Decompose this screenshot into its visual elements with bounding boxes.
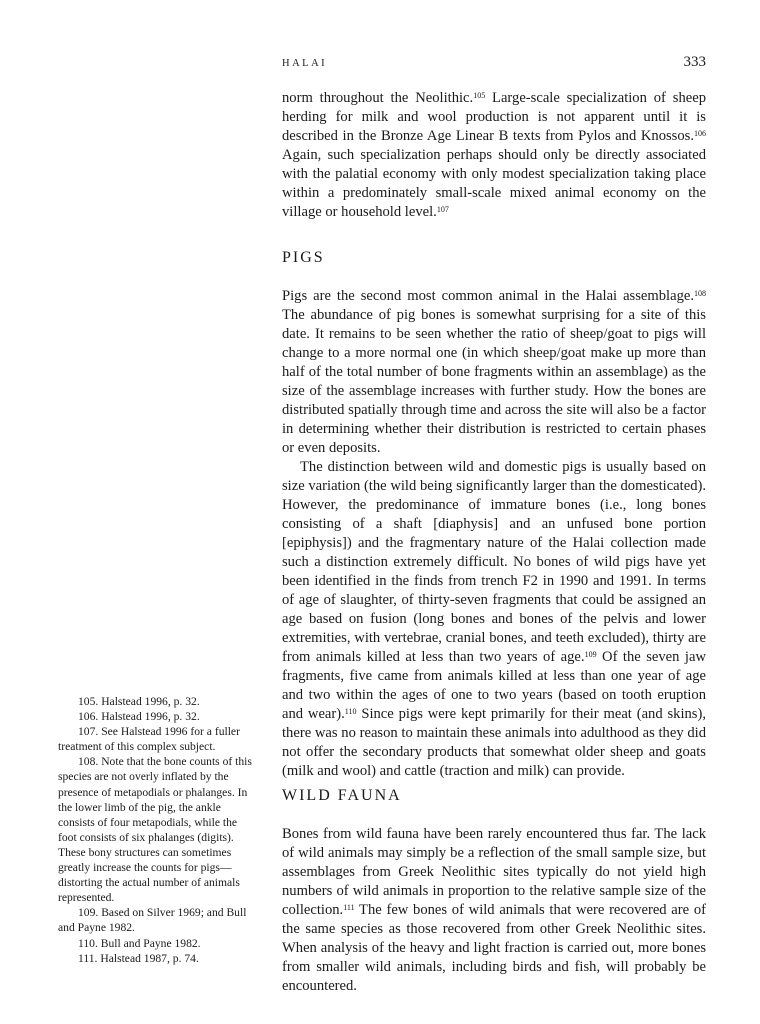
running-head bbox=[282, 54, 706, 72]
footnote-ref-107[interactable]: 107 bbox=[436, 204, 449, 214]
page-number: 333 bbox=[683, 54, 706, 70]
footnote-ref-110[interactable]: 110 bbox=[344, 706, 357, 716]
section-heading-pigs: PIGS bbox=[282, 249, 325, 266]
wild-fauna-paragraph: Bones from wild fauna have been rarely encountered thus far. The lack of wild animals may simply be a reflection of the small sample size, but assemblages from Greek Neolithic sites typically do not yield high numbers of wild animals in proportion to the relative sample size of the collection.$^{111}$ The few bones of wild animals that were recovered are of the same species as those recovered from other Greek Neolithic sites. When analysis of the heavy and light fraction is carried out, more bones from smaller wild animals, including birds and fish, will probably be encountered. bbox=[282, 826, 706, 994]
footnote-ref-106[interactable]: 106 bbox=[694, 128, 706, 138]
footnotes bbox=[58, 694, 256, 966]
footnote-ref-111[interactable]: 111 bbox=[343, 902, 355, 912]
pigs-section-body bbox=[282, 287, 706, 781]
pigs-paragraph-1: Pigs are the second most common animal in the Halai assemblage.$^{108}$ The abundance of pig bones is somewhat surprising for a site of this date. It remains to be seen whether the ratio of sheep/goat to pigs will change to a more normal one (in which sheep/goat make up more than half of the total number of bone fragments within an assemblage) as the size of the assemblage increases with further study. How the bones are distributed spatially through time and across the site will also be a factor in determining whether their distribution is restricted to certain phases or even deposits. bbox=[282, 288, 706, 456]
footnote-110: 110. Bull and Payne 1982. bbox=[78, 936, 201, 950]
footnote-109: 109. Based on Silver 1969; and Bull and Payne 1982. bbox=[58, 906, 247, 935]
continuation-block bbox=[282, 89, 706, 222]
footnote-111: 111. Halstead 1987, p. 74. bbox=[78, 951, 199, 965]
wild-fauna-section-body bbox=[282, 825, 706, 996]
footnote-108: 108. Note that the bone counts of this species are not overly inflated by the presence of metapodials or phalanges. In the lower limb of the pig, the ankle consists of four metapodials, while the foot consists of six phalanges (digits). These bony structures can sometimes greatly increase the counts for pigs—distorting the actual number of animals represented. bbox=[58, 755, 252, 905]
footnote-ref-108[interactable]: 108 bbox=[694, 288, 706, 298]
footnote-105: 105. Halstead 1996, p. 32. bbox=[78, 695, 200, 708]
footnote-107: 107. See Halstead 1996 for a fuller treatment of this complex subject. bbox=[58, 725, 240, 754]
footnote-ref-105[interactable]: 105 bbox=[473, 90, 486, 100]
section-heading-wild-fauna: WILD FAUNA bbox=[282, 787, 402, 804]
footnote-ref-109[interactable]: 109 bbox=[584, 649, 597, 659]
footnote-106: 106. Halstead 1996, p. 32. bbox=[78, 710, 200, 724]
continuation-paragraph: norm throughout the Neolithic.$^{105}$ Large-scale specialization of sheep herding for milk and wool production is not apparent until it is described in the Bronze Age Linear B texts from Pylos and Knossos.$^{106}$ Again, such specialization perhaps should only be directly associated with the palatial economy with only modest specialization taking place within a predominately small-scale mixed animal economy on the village or household level.$^{107}$ bbox=[282, 90, 706, 220]
running-title: HALAI bbox=[282, 58, 328, 69]
pigs-paragraph-2: The distinction between wild and domestic pigs is usually based on size variation (the wild being significantly larger than the domesticated). However, the predominance of immature bones (i.e., long bones consisting of a shaft [diaphysis] and an unfused bone portion [epiphysis]) and the fragmentary nature of the Halai collection made such a distinction extremely difficult. No bones of wild pigs have yet been identified in the finds from trench F2 in 1990 and 1991. In terms of age of slaughter, of thirty-seven fragments that could be assigned an age based on fusion (long bones and bones of the pelvis and lower extremities, with vertebrae, cranial bones, and teeth excluded), thirty are from animals killed at less than two years of age.$^{109}$ Of the seven jaw fragments, five came from animals killed at less than one year of age and two within the ages of one to two years (based on tooth eruption and wear).$^{110}$ Since pigs were kept primarily for their meat (and skins), there was no reason to maintain these animals into adulthood as they did not offer the secondary products that somewhat older sheep and goats (milk and wool) and cattle (traction and milk) can provide. bbox=[282, 459, 706, 779]
